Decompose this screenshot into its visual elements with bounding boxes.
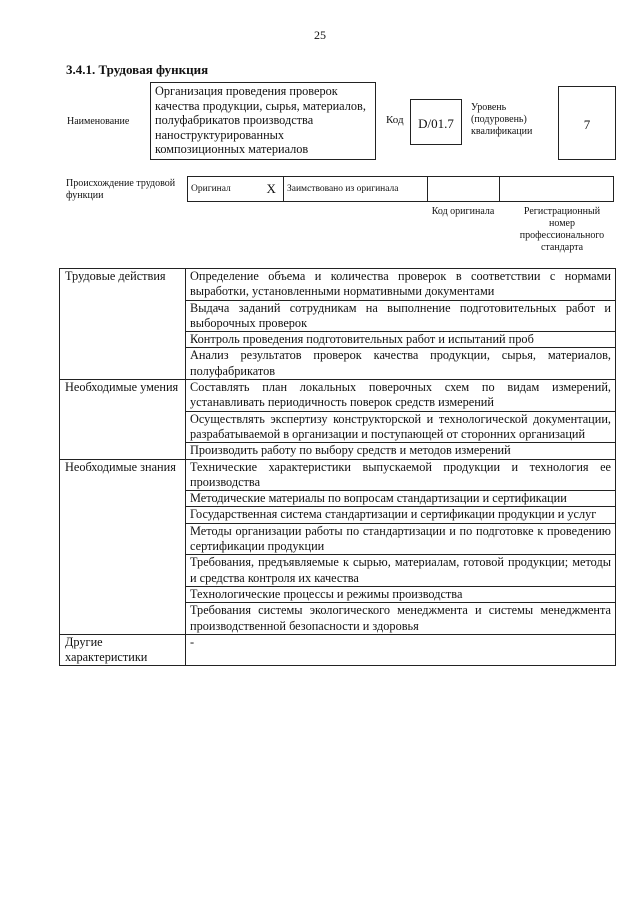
- row-category: Необходимые знания: [60, 459, 186, 634]
- code-value: D/01.7: [410, 99, 462, 145]
- origin-table: [187, 176, 614, 202]
- code-caption: Код оригинала: [431, 206, 495, 217]
- row-category: Трудовые действия: [60, 269, 186, 380]
- table-row: [60, 634, 616, 666]
- code-label: Код: [386, 114, 404, 126]
- row-item: Технологические процессы и режимы производства: [186, 586, 616, 602]
- table-row: [60, 459, 616, 491]
- original-label: Оригинал: [188, 177, 260, 202]
- row-item: Государственная система стандартизации и сертификации продукции и услуг: [186, 507, 616, 523]
- table-row: [60, 269, 616, 301]
- row-item: Технические характеристики выпускаемой продукции и технология ее производства: [186, 459, 616, 491]
- row-item: Методические материалы по вопросам стандартизации и сертификации: [186, 491, 616, 507]
- name-value: Организация проведения проверок качества продукции, сырья, материалов, полуфабрикатов производства наноструктурированных композиционных материалов: [150, 82, 376, 160]
- origin-label: Происхождение трудовой функции: [66, 178, 176, 201]
- page-number: 25: [314, 28, 326, 42]
- original-mark: X: [260, 177, 284, 202]
- row-item: -: [186, 634, 616, 666]
- borrowed-label: Заимствовано из оригинала: [284, 177, 428, 202]
- row-item: Производить работу по выбору средств и методов измерений: [186, 443, 616, 459]
- row-item: Контроль проведения подготовительных работ и испытаний проб: [186, 332, 616, 348]
- row-item: Методы организации работы по стандартизации и по подготовке к проведению сертификации продукции: [186, 523, 616, 555]
- row-item: Требования, предъявляемые к сырью, материалам, готовой продукции; методы и средства контроля их качества: [186, 555, 616, 587]
- level-label: Уровень (подуровень) квалификации: [471, 102, 533, 137]
- row-item: Осуществлять экспертизу конструкторской и технологической документации, разрабатываемой в организации и поступающей от сторонних организаций: [186, 411, 616, 443]
- row-category: Необходимые умения: [60, 380, 186, 459]
- table-row: [60, 380, 616, 412]
- origin-reg-cell: [500, 177, 614, 202]
- reg-caption: Регистрационный номер профессионального стандарта: [519, 206, 605, 253]
- level-value: 7: [558, 86, 616, 160]
- section-title: 3.4.1. Трудовая функция: [66, 62, 209, 77]
- row-item: Требования системы экологического менеджмента и системы менеджмента производственной безопасности и здоровья: [186, 603, 616, 635]
- function-table: [59, 268, 616, 666]
- row-item: Составлять план локальных поверочных схем по видам измерений, устанавливать периодичность поверок средств измерений: [186, 380, 616, 412]
- row-category: Другие характеристики: [60, 634, 186, 666]
- name-label: Наименование: [67, 116, 130, 127]
- row-item: Анализ результатов проверок качества продукции, сырья, материалов, полуфабрикатов: [186, 348, 616, 380]
- origin-code-cell: [428, 177, 500, 202]
- row-item: Определение объема и количества проверок в соответствии с нормами выработки, установленными нормативными документами: [186, 269, 616, 301]
- row-item: Выдача заданий сотрудникам на выполнение подготовительных работ и выборочных проверок: [186, 300, 616, 332]
